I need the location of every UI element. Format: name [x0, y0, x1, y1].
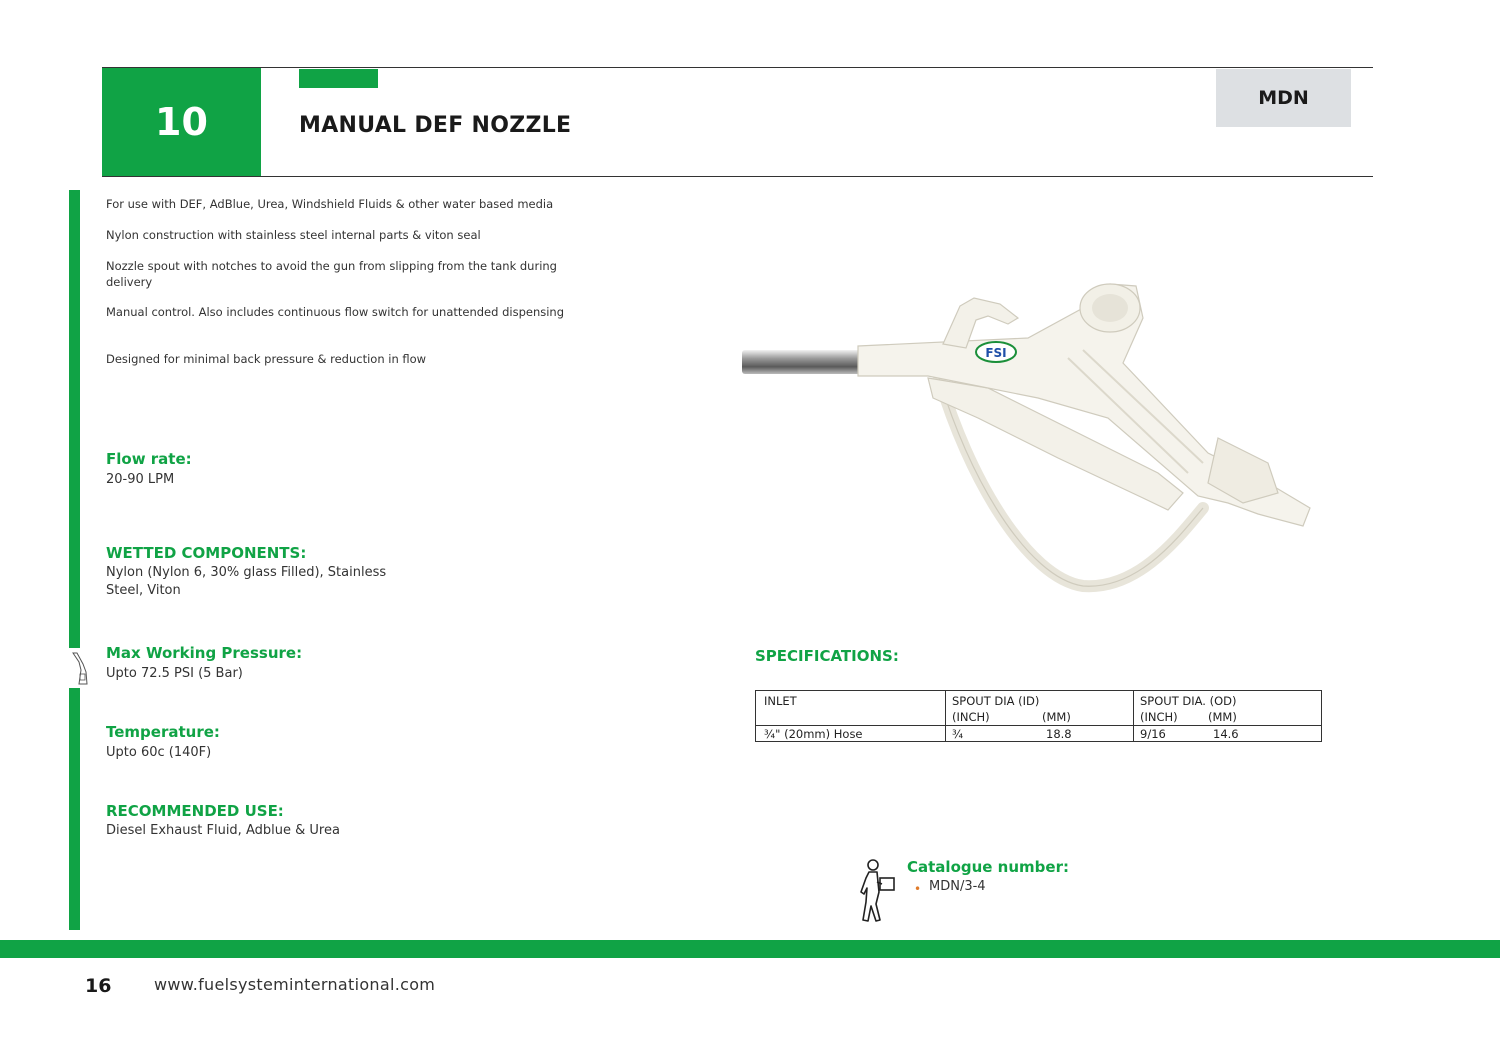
recommended-use-label: RECOMMENDED USE: — [106, 802, 284, 820]
section-number: 10 — [102, 68, 261, 176]
header-od-inch: (INCH) — [1140, 710, 1178, 724]
table-divider — [1133, 691, 1134, 741]
product-code-badge: MDN — [1216, 69, 1351, 127]
cell-od-mm: 14.6 — [1213, 727, 1239, 741]
side-accent-bar-lower — [69, 688, 80, 930]
feature-item: Manual control. Also includes continuous flow switch for unattended dispensing — [106, 305, 565, 319]
nozzle-side-icon — [70, 650, 92, 686]
header-bottom-rule — [102, 176, 1373, 177]
header-spout-id: SPOUT DIA (ID) — [952, 694, 1040, 708]
website-link[interactable]: www.fuelsysteminternational.com — [154, 975, 436, 994]
table-divider — [945, 691, 946, 741]
cell-id-inch: ¾ — [952, 727, 964, 741]
header-od-mm: (MM) — [1208, 710, 1237, 724]
specifications-table — [755, 690, 1322, 742]
catalogue-number: MDN/3-4 — [929, 879, 986, 894]
product-image-nozzle — [738, 278, 1318, 598]
max-pressure-label: Max Working Pressure: — [106, 644, 303, 662]
footer-bar — [0, 940, 1500, 958]
wetted-components-label: WETTED COMPONENTS: — [106, 544, 307, 562]
header-id-mm: (MM) — [1042, 710, 1071, 724]
feature-item: Nozzle spout with notches to avoid the gun from slipping from the tank during delivery — [106, 259, 557, 289]
catalogue-label: Catalogue number: — [907, 858, 1069, 876]
wetted-components-value: Nylon (Nylon 6, 30% glass Filled), Stainless Steel, Viton — [106, 565, 387, 598]
fsi-logo-text: FSI — [985, 346, 1007, 360]
page-title: MANUAL DEF NOZZLE — [299, 113, 572, 138]
feature-item: For use with DEF, AdBlue, Urea, Windshield Fluids & other water based media — [106, 197, 554, 211]
max-pressure-value: Upto 72.5 PSI (5 Bar) — [106, 666, 243, 681]
cell-id-mm: 18.8 — [1046, 727, 1072, 741]
temperature-label: Temperature: — [106, 723, 220, 741]
flow-rate-label: Flow rate: — [106, 450, 192, 468]
feature-item: Nylon construction with stainless steel internal parts & viton seal — [106, 228, 481, 242]
bullet-icon: • — [914, 882, 922, 896]
side-accent-bar — [69, 190, 80, 648]
flow-rate-value: 20-90 LPM — [106, 472, 175, 487]
specifications-title: SPECIFICATIONS: — [755, 647, 899, 665]
feature-item: Designed for minimal back pressure & reduction in flow — [106, 352, 427, 366]
header-top-rule — [102, 67, 1373, 68]
page-number: 16 — [85, 975, 112, 997]
recommended-use-value: Diesel Exhaust Fluid, Adblue & Urea — [106, 823, 340, 838]
header-inlet: INLET — [764, 694, 797, 708]
temperature-value: Upto 60c (140F) — [106, 745, 212, 760]
title-accent-bar — [299, 69, 378, 88]
table-row-divider — [756, 725, 1321, 726]
cell-inlet: ¾" (20mm) Hose — [764, 727, 863, 741]
delivery-person-icon — [858, 858, 898, 924]
header-spout-od: SPOUT DIA. (OD) — [1140, 694, 1237, 708]
cell-od-inch: 9/16 — [1140, 727, 1166, 741]
header-id-inch: (INCH) — [952, 710, 990, 724]
